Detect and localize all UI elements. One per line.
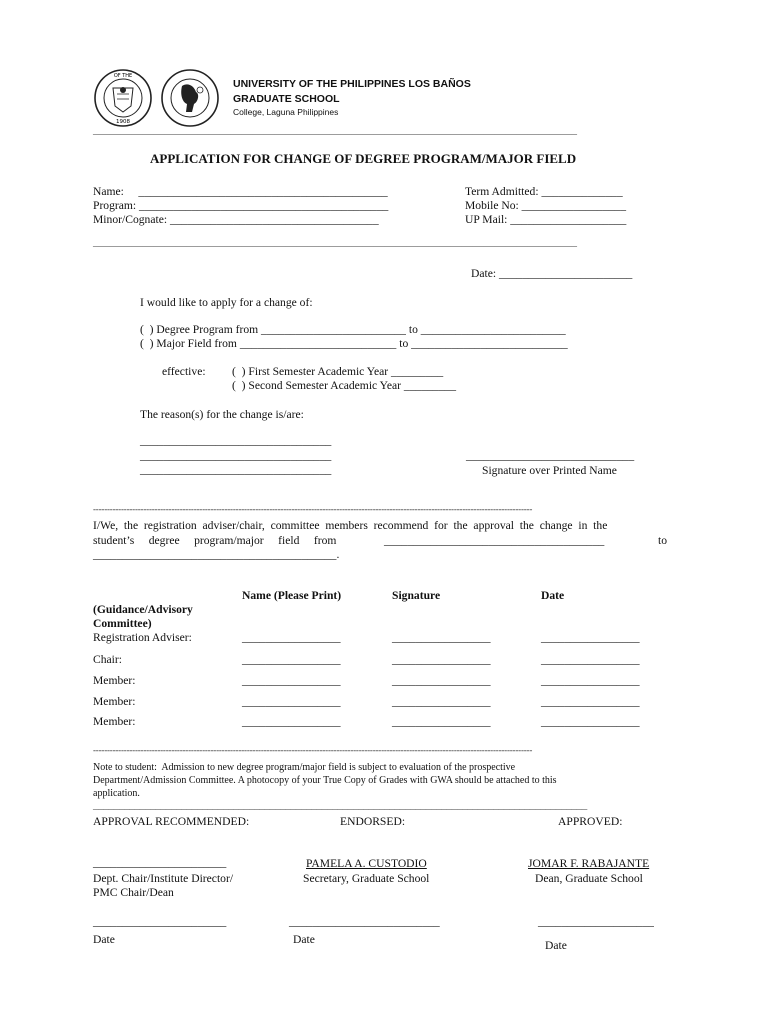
separator-top: ________________________________________________________________________________________ (93, 124, 577, 136)
date-blank[interactable]: _________________ (541, 674, 640, 687)
date-blank[interactable]: _________________ (541, 715, 640, 728)
signature-blank[interactable]: _________________ (392, 653, 491, 666)
graduate-school-seal-logo (160, 68, 220, 128)
approval-separator: _______________________________________________________________________________________________ (93, 799, 588, 811)
program-field[interactable]: Program: ___________________________________________ (93, 199, 389, 212)
date-label: Date (293, 933, 315, 946)
reason-line[interactable]: _________________________________ (140, 434, 332, 447)
note-line3: application. (93, 788, 140, 799)
col-date-header: Date (541, 589, 565, 602)
signature-label: Signature over Printed Name (482, 464, 617, 477)
date-label: Date (545, 939, 567, 952)
effective-label: effective: (162, 365, 206, 378)
role-label: Member: (93, 674, 136, 687)
committee-title: (Guidance/Advisory (93, 603, 193, 616)
recommend-text-line2: student’s degree program/major field from (93, 534, 337, 547)
name-blank[interactable]: _________________ (242, 715, 341, 728)
secretary-title: Secretary, Graduate School (303, 872, 430, 885)
dept-chair-signature-line[interactable]: _______________________ (93, 856, 227, 869)
date-label: Date (93, 933, 115, 946)
up-mail-field[interactable]: UP Mail: ____________________ (465, 213, 627, 226)
date-blank[interactable]: _________________ (541, 653, 640, 666)
svg-text:OF THE: OF THE (113, 73, 133, 79)
approved-label: APPROVED: (558, 815, 623, 828)
recommend-field-blank[interactable]: ______________________________________ (384, 534, 605, 547)
signature-blank[interactable]: _________________ (392, 715, 491, 728)
school-location: College, Laguna Philippines (233, 107, 339, 117)
role-label: Member: (93, 715, 136, 728)
signature-line[interactable]: _____________________________ (466, 449, 635, 462)
name-blank[interactable]: _________________ (242, 631, 341, 644)
separator-mid: ________________________________________________________________________________________ (93, 236, 577, 248)
recommend-text-line1: I/We, the registration adviser/chair, committee members recommend for the approval the change in the (93, 519, 608, 532)
role-label: Chair: (93, 653, 122, 666)
name-blank[interactable]: _________________ (242, 695, 341, 708)
dean-title: Dean, Graduate School (535, 872, 643, 885)
dean-name: JOMAR F. RABAJANTE (528, 857, 650, 870)
name-blank[interactable]: _________________ (242, 674, 341, 687)
dept-chair-title: Dept. Chair/Institute Director/ (93, 872, 234, 885)
approval-recommended-label: APPROVAL RECOMMENDED: (93, 815, 250, 828)
col-signature-header: Signature (392, 589, 441, 602)
first-semester-option[interactable]: ( ) First Semester Academic Year _________ (232, 365, 444, 378)
date-blank[interactable]: _________________ (541, 631, 640, 644)
mobile-no-field[interactable]: Mobile No: __________________ (465, 199, 627, 212)
date-blank[interactable]: _________________ (541, 695, 640, 708)
up-seal-logo (93, 68, 153, 128)
dash-separator: ------------------------------------------------------------------------------------------------------------------------------------------------------------- (93, 504, 533, 514)
school-name: GRADUATE SCHOOL (233, 93, 340, 105)
role-label: Registration Adviser: (93, 631, 192, 644)
reason-label: The reason(s) for the change is/are: (140, 408, 304, 421)
date-field[interactable]: Date: _______________________ (471, 267, 633, 280)
apply-intro: I would like to apply for a change of: (140, 296, 313, 309)
role-label: Member: (93, 695, 136, 708)
term-admitted-field[interactable]: Term Admitted: ______________ (465, 185, 623, 198)
reason-line[interactable]: _________________________________ (140, 463, 332, 476)
university-name: UNIVERSITY OF THE PHILIPPINES LOS BAÑOS (233, 78, 471, 90)
minor-cognate-field[interactable]: Minor/Cognate: ____________________________________ (93, 213, 379, 226)
secretary-name: PAMELA A. CUSTODIO (306, 857, 427, 870)
recommend-field-blank-2[interactable]: __________________________________________. (93, 548, 340, 561)
note-line1: Note to student: Admission to new degree program/major field is subject to evaluation of the prospective (93, 762, 516, 773)
date-line[interactable]: _______________________ (93, 915, 227, 928)
major-field-change[interactable]: ( ) Major Field from ___________________________ to ___________________________ (140, 337, 568, 350)
date-line[interactable]: ____________________ (538, 915, 654, 928)
dept-chair-title-2: PMC Chair/Dean (93, 886, 174, 899)
name-blank[interactable]: _________________ (242, 653, 341, 666)
reason-line[interactable]: _________________________________ (140, 449, 332, 462)
note-line2: Department/Admission Committee. A photocopy of your True Copy of Grades with GWA should be attached to this (93, 775, 557, 786)
form-title: APPLICATION FOR CHANGE OF DEGREE PROGRAM/MAJOR FIELD (150, 151, 577, 166)
endorsed-label: ENDORSED: (340, 815, 406, 828)
signature-blank[interactable]: _________________ (392, 674, 491, 687)
col-name-header: Name (Please Print) (242, 589, 342, 602)
signature-blank[interactable]: _________________ (392, 695, 491, 708)
second-semester-option[interactable]: ( ) Second Semester Academic Year _________ (232, 379, 457, 392)
dash-separator-2: ------------------------------------------------------------------------------------------------------------------------------------------------------------- (93, 745, 533, 755)
date-line[interactable]: __________________________ (289, 915, 440, 928)
degree-program-change[interactable]: ( ) Degree Program from _________________________ to _________________________ (140, 323, 566, 336)
committee-title-2: Committee) (93, 617, 152, 630)
signature-blank[interactable]: _________________ (392, 631, 491, 644)
recommend-to: to (658, 534, 668, 547)
svg-text:1908: 1908 (116, 119, 130, 125)
name-field[interactable]: Name: ___________________________________________ (93, 185, 388, 198)
